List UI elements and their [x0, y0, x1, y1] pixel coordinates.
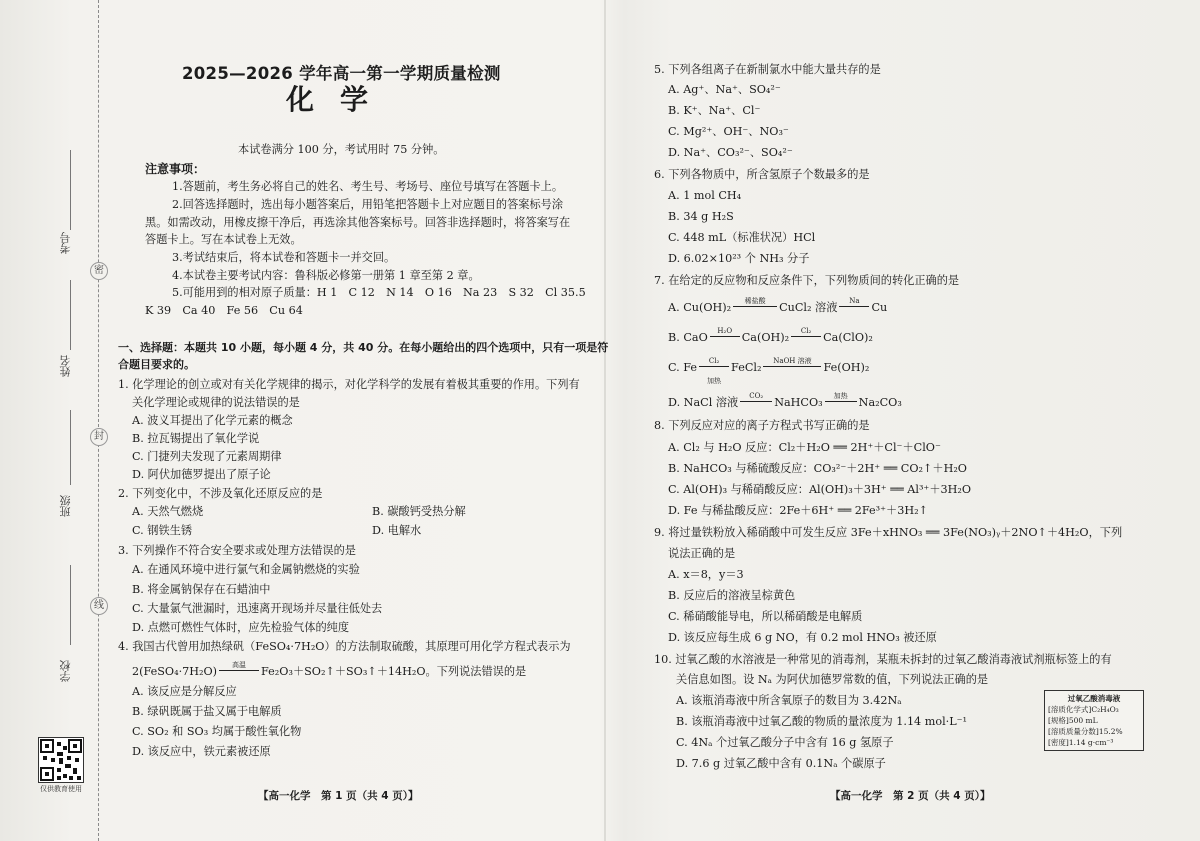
q4-option-a[interactable]: A. 该反应是分解反应 — [132, 685, 237, 698]
field-rule-kaohao — [70, 150, 71, 230]
qr-caption: 仅供教育使用 — [40, 785, 82, 793]
exam-title: 2025—2026 学年高一第一学期质量检测 — [182, 64, 501, 83]
q6-option-a[interactable]: A. 1 mol CH₄ — [668, 189, 742, 202]
q2-option-a[interactable]: A. 天然气燃烧 — [132, 505, 204, 518]
field-xingming: 姓名 — [59, 355, 72, 377]
note-5-cont: K 39 Ca 40 Fe 56 Cu 64 — [145, 304, 303, 317]
q6-option-b[interactable]: B. 34 g H₂S — [668, 210, 734, 223]
q6-option-c[interactable]: C. 448 mL（标准状况）HCl — [668, 231, 816, 244]
q7b-start: B. CaO — [668, 331, 708, 344]
q7a-mid: CuCl₂ 溶液 — [779, 301, 838, 314]
q7-stem: 7. 在给定的反应物和反应条件下，下列物质间的转化正确的是 — [654, 274, 960, 287]
q1-stem-cont: 关化学理论或规律的说法错误的是 — [132, 396, 300, 409]
seal-line — [98, 0, 99, 841]
q8-option-a[interactable]: A. Cl₂ 与 H₂O 反应：Cl₂＋H₂O ══ 2H⁺＋Cl⁻＋ClO⁻ — [668, 441, 941, 454]
q4-products: Fe₂O₃＋SO₂↑＋SO₃↑＋14H₂O。下列说法错误的是 — [261, 665, 527, 678]
q2-option-c[interactable]: C. 钢铁生锈 — [132, 524, 193, 537]
q2-option-d[interactable]: D. 电解水 — [372, 524, 422, 537]
q7d-cond-2: 加热 — [833, 392, 848, 400]
q10-stem: 10. 过氧乙酸的水溶液是一种常见的消毒剂，某瓶未拆封的过氧乙酸消毒液试剂瓶标签上的有 — [654, 653, 1112, 666]
reagent-label — [1044, 690, 1144, 751]
q7c-end: Fe(OH)₂ — [823, 361, 870, 374]
q5-option-a[interactable]: A. Ag⁺、Na⁺、SO₄²⁻ — [668, 83, 781, 96]
q4-option-b[interactable]: B. 绿矾既属于盐又属于电解质 — [132, 705, 282, 718]
q9-stem-cont: 说法正确的是 — [668, 547, 736, 560]
q7b-mid: Ca(OH)₂ — [741, 331, 790, 344]
page-1-footer: 【高一化学 第 1 页（共 4 页）】 — [258, 790, 419, 802]
q10-option-d[interactable]: D. 7.6 g 过氧乙酸中含有 0.1Nₐ 个碳原子 — [676, 757, 886, 770]
q7b-cond-2: Cl₂ — [800, 327, 812, 335]
note-2-end: 答题卡上。写在本试卷上无效。 — [145, 233, 302, 246]
section-heading: 一、选择题：本题共 10 小题，每小题 4 分，共 40 分。在每小题给出的四个选项中，只有一项是符 — [118, 341, 609, 354]
q2-option-b[interactable]: B. 碳酸钙受热分解 — [372, 505, 466, 518]
note-1: 1.答题前，考生务必将自己的姓名、考生号、考场号、座位号填写在答题卡上。 — [172, 180, 564, 193]
q7-option-a[interactable] — [668, 297, 888, 316]
q7b-arrow-2 — [791, 327, 821, 337]
page-fold — [604, 0, 606, 841]
q4-equation — [132, 661, 527, 680]
q7d-arrow-2 — [825, 392, 857, 402]
note-3: 3.考试结束后，将本试卷和答题卡一并交回。 — [172, 251, 396, 264]
q4-stem: 4. 我国古代曾用加热绿矾（FeSO₄·7H₂O）的方法制取硫酸，其原理可用化学方程式表示为 — [118, 640, 571, 653]
q7b-end: Ca(ClO)₂ — [823, 331, 873, 344]
reagent-label-density: [密度]1.14 g·cm⁻³ — [1048, 738, 1114, 747]
q7a-start: A. Cu(OH)₂ — [668, 301, 732, 314]
q9-stem: 9. 将过量铁粉放入稀硝酸中可发生反应 3Fe＋xHNO₃ ══ 3Fe(NO₃)ᵧ＋2NO↑＋4H₂O，下列 — [654, 526, 1123, 539]
q7c-start: C. Fe — [668, 361, 698, 374]
q7c-arrow-1 — [699, 357, 729, 385]
field-rule-xuexiao — [70, 565, 71, 645]
q2-stem: 2. 下列变化中，不涉及氧化还原反应的是 — [118, 487, 323, 500]
q7c-cond-1: Cl₂ — [708, 357, 720, 365]
note-4: 4.本试卷主要考试内容：鲁科版必修第一册第 1 章至第 2 章。 — [172, 269, 480, 282]
notes-heading: 注意事项： — [145, 162, 206, 176]
q3-option-a[interactable]: A. 在通风环境中进行氯气和金属钠燃烧的实验 — [132, 563, 360, 576]
q9-option-d[interactable]: D. 该反应每生成 6 g NO，有 0.2 mol HNO₃ 被还原 — [668, 631, 937, 644]
q7d-start: D. NaCl 溶液 — [668, 396, 739, 409]
field-kaohao: 考号 — [59, 232, 72, 254]
field-banji: 班级 — [59, 495, 72, 517]
q4-condition: 高温 — [232, 661, 247, 669]
q7b-arrow-1 — [710, 327, 740, 337]
q5-option-c[interactable]: C. Mg²⁺、OH⁻、NO₃⁻ — [668, 125, 789, 138]
reagent-label-formula: [溶质化学式]C₂H₄O₃ — [1048, 705, 1119, 714]
q7d-arrow-1 — [740, 392, 772, 402]
subject-title: 化学 — [286, 83, 395, 116]
q7d-cond-1: CO₂ — [749, 392, 764, 400]
q7-option-c[interactable] — [668, 357, 870, 385]
q10-option-b[interactable]: B. 该瓶消毒液中过氧乙酸的物质的量浓度为 1.14 mol·L⁻¹ — [676, 715, 968, 728]
q7a-cond-1: 稀盐酸 — [744, 297, 766, 305]
q5-option-d[interactable]: D. Na⁺、CO₃²⁻、SO₄²⁻ — [668, 146, 793, 159]
q3-option-b[interactable]: B. 将金属钠保存在石蜡油中 — [132, 583, 271, 596]
q9-option-a[interactable]: A. x＝8，y＝3 — [668, 568, 744, 581]
q10-option-a[interactable]: A. 该瓶消毒液中所含氧原子的数目为 3.42Nₐ — [676, 694, 902, 707]
q7d-mid: NaHCO₃ — [774, 396, 823, 409]
q9-option-c[interactable]: C. 稀硝酸能导电，所以稀硝酸是电解质 — [668, 610, 863, 623]
q3-option-c[interactable]: C. 大量氯气泄漏时，迅速离开现场并尽量往低处去 — [132, 602, 383, 615]
q8-option-b[interactable]: B. NaHCO₃ 与稀硫酸反应：CO₃²⁻＋2H⁺ ══ CO₂↑＋H₂O — [668, 462, 967, 475]
q10-option-c[interactable]: C. 4Nₐ 个过氧乙酸分子中含有 16 g 氢原子 — [676, 736, 894, 749]
q8-option-c[interactable]: C. Al(OH)₃ 与稀硝酸反应：Al(OH)₃＋3H⁺ ══ Al³⁺＋3H₂O — [668, 483, 972, 496]
q7b-cond-1: H₂O — [717, 327, 733, 335]
reagent-label-title: 过氧乙酸消毒液 — [1067, 694, 1121, 703]
q7d-end: Na₂CO₃ — [858, 396, 902, 409]
note-2-cont: 黑。如需改动，用橡皮擦干净后，再选涂其他答案标号。回答非选择题时，将答案写在 — [145, 216, 571, 229]
q4-reactant: 2(FeSO₄·7H₂O) — [132, 665, 218, 678]
seal-word-mi: 密 — [90, 262, 108, 280]
q6-option-d[interactable]: D. 6.02×10²³ 个 NH₃ 分子 — [668, 252, 810, 265]
reagent-label-mass-fraction: [溶质质量分数]15.2% — [1048, 727, 1123, 736]
field-rule-xingming — [70, 280, 71, 350]
qr-code — [38, 737, 84, 783]
q7a-end: Cu — [871, 301, 888, 314]
q5-stem: 5. 下列各组离子在新制氯水中能大量共存的是 — [654, 63, 881, 76]
q1-option-b[interactable]: B. 拉瓦锡提出了氧化学说 — [132, 432, 260, 445]
page-2-footer: 【高一化学 第 2 页（共 4 页）】 — [830, 790, 991, 802]
q4-option-c[interactable]: C. SO₂ 和 SO₃ 均属于酸性氧化物 — [132, 725, 302, 738]
q6-stem: 6. 下列各物质中，所含氢原子个数最多的是 — [654, 168, 870, 181]
q3-option-d[interactable]: D. 点燃可燃性气体时，应先检验气体的纯度 — [132, 621, 350, 634]
reagent-label-volume: [规格]500 mL — [1048, 716, 1098, 725]
q1-option-d[interactable]: D. 阿伏加德罗提出了原子论 — [132, 468, 271, 481]
section-heading-cont: 合题目要求的。 — [118, 358, 195, 371]
q8-option-d[interactable]: D. Fe 与稀盐酸反应：2Fe＋6H⁺ ══ 2Fe³⁺＋3H₂↑ — [668, 504, 928, 517]
field-xuexiao: 学校 — [59, 660, 72, 682]
seal-word-xian: 线 — [90, 597, 108, 615]
q3-stem: 3. 下列操作不符合安全要求或处理方法错误的是 — [118, 544, 356, 557]
q7c-mid: FeCl₂ — [731, 361, 762, 374]
field-rule-banji — [70, 410, 71, 485]
q1-option-a[interactable]: A. 波义耳提出了化学元素的概念 — [132, 414, 293, 427]
q4-arrow — [219, 661, 259, 671]
q4-option-d[interactable]: D. 该反应中，铁元素被还原 — [132, 745, 271, 758]
q5-option-b[interactable]: B. K⁺、Na⁺、Cl⁻ — [668, 104, 761, 117]
q8-stem: 8. 下列反应对应的离子方程式书写正确的是 — [654, 419, 870, 432]
q9-option-b[interactable]: B. 反应后的溶液呈棕黄色 — [668, 589, 796, 602]
q7a-arrow-2 — [839, 297, 869, 307]
q1-stem: 1. 化学理论的创立或对有关化学规律的揭示，对化学科学的发展有着极其重要的作用。下列有 — [118, 378, 580, 391]
q7-option-d[interactable] — [668, 392, 902, 411]
q10-stem-cont: 关信息如图。设 Nₐ 为阿伏加德罗常数的值，下列说法正确的是 — [676, 673, 989, 686]
q7c-cond-2: NaOH 溶液 — [773, 357, 812, 365]
note-5: 5.可能用到的相对原子质量：H 1 C 12 N 14 O 16 Na 23 S 32 Cl 35.5 — [172, 286, 586, 299]
q7-option-b[interactable] — [668, 327, 873, 346]
q7a-cond-2: Na — [849, 297, 860, 305]
q7a-arrow-1 — [733, 297, 777, 307]
exam-info: 本试卷满分 100 分，考试用时 75 分钟。 — [238, 143, 445, 156]
note-2: 2.回答选择题时，选出每小题答案后，用铅笔把答题卡上对应题目的答案标号涂 — [172, 198, 564, 211]
seal-word-feng: 封 — [90, 428, 108, 446]
q1-option-c[interactable]: C. 门捷列夫发现了元素周期律 — [132, 450, 282, 463]
q7c-cond-1b: 加热 — [707, 377, 722, 385]
q7c-arrow-2 — [763, 357, 821, 367]
